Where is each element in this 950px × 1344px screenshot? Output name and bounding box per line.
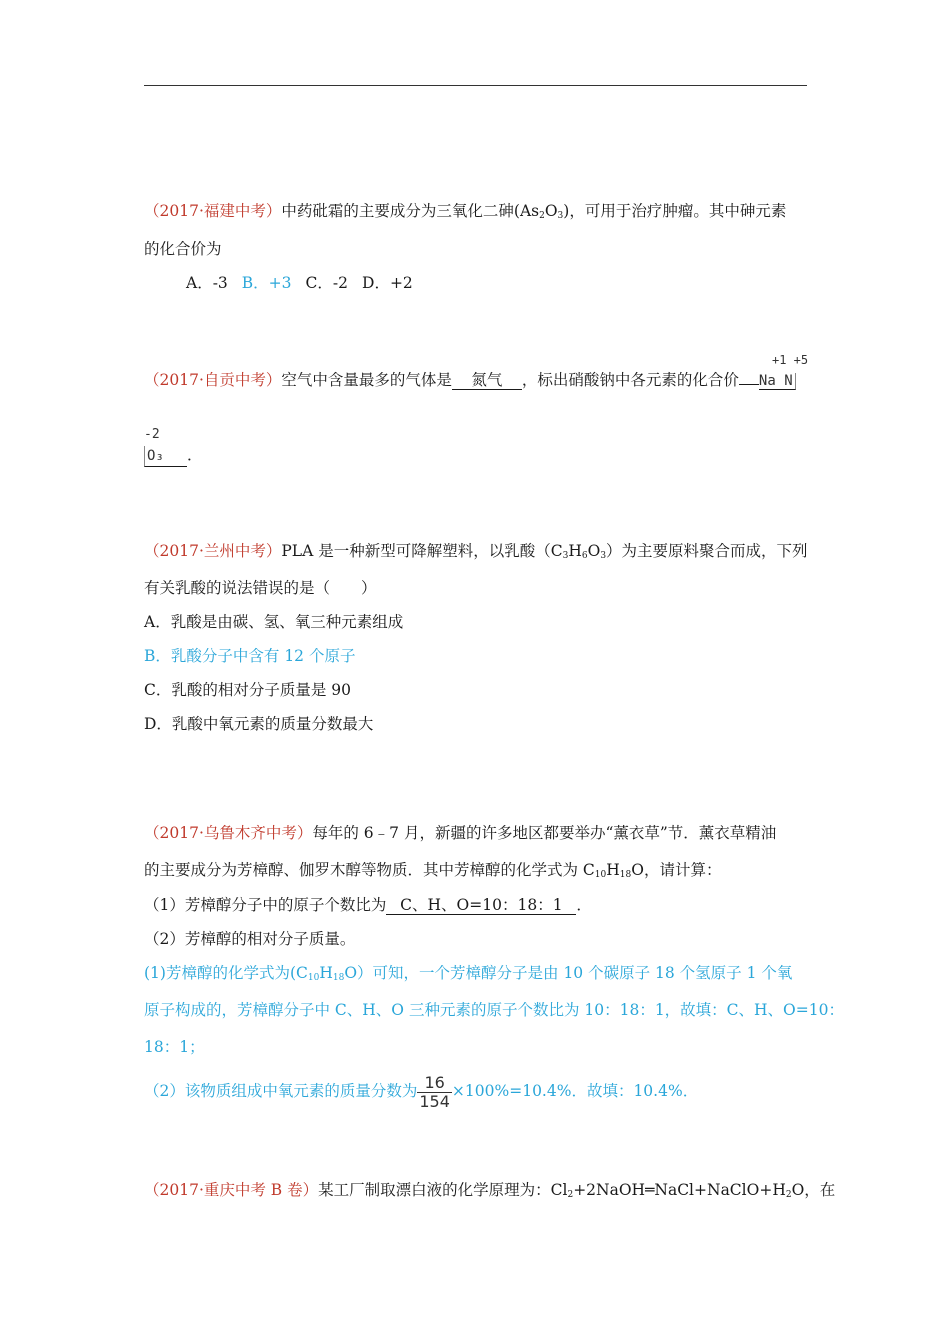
q4-part-1-blank: C、H、O=10：18：1 <box>386 896 576 915</box>
q5-line-1 <box>144 1180 835 1200</box>
q5-sub-cl: 2 <box>567 1190 574 1200</box>
q1-stem-a: 中药砒霜的主要成分为三氧化二砷( <box>281 202 520 220</box>
q4-answer-2 <box>144 1068 698 1114</box>
q1-formula-as-sub: 2 <box>539 211 545 221</box>
q3-line-1 <box>144 541 808 561</box>
q4-ans1-sub-c: 10 <box>307 973 320 983</box>
q2-na-n-symbol: Na N <box>759 373 796 390</box>
q4-source: （2017·乌鲁木齐中考） <box>144 824 313 842</box>
q3-option-d[interactable]: D．乳酸中氧元素的质量分数最大 <box>144 715 374 733</box>
q5-sub-h: 2 <box>785 1190 792 1200</box>
q4-sub-h: 18 <box>619 870 632 880</box>
q2-blank-1: 氮气 <box>452 371 522 390</box>
q2-source: （2017·自贡中考） <box>144 371 282 389</box>
q4-fraction <box>417 1074 452 1111</box>
q4-ans1-h: H <box>319 964 333 982</box>
q4-ans2-b: ×100%=10.4%．故填：10.4%． <box>451 1082 699 1100</box>
q2-end: ． <box>187 446 203 464</box>
q2-valence-o: -2 <box>144 427 160 442</box>
q4-fraction-numerator: 16 <box>424 1072 445 1092</box>
q4-answer-1-line-3: 18：1； <box>144 1038 205 1056</box>
q5-stem-a: 某工厂制取漂白液的化学原理为：Cl <box>318 1181 568 1199</box>
q4-ans2-a: （2）该物质组成中氧元素的质量分数为 <box>144 1082 418 1100</box>
q3-source: （2017·兰州中考） <box>144 542 282 560</box>
header-rule <box>144 85 807 86</box>
q3-sub-h: 6 <box>581 551 588 561</box>
q1-option-d[interactable]: D．+2 <box>362 274 413 292</box>
q3-stem-a: PLA 是一种新型可降解塑料，以乳酸（C <box>281 542 563 560</box>
q4-answer-1-line-2: 原子构成的，芳樟醇分子中 C、H、O 三种元素的原子个数比为 10：18：1，故填：C、H、O=10： <box>144 1001 844 1019</box>
q5-stem-c: O，在 <box>791 1181 836 1199</box>
q3-sub-o: 3 <box>600 551 607 561</box>
q3-stem-b: ）为主要原料聚合而成，下列 <box>606 542 808 560</box>
q4-stem-a: 每年的 6﹣7 月，新疆的许多地区都要举办“薰衣草”节．薰衣草精油 <box>312 824 777 842</box>
q1-option-b[interactable]: B．+3 <box>241 274 292 292</box>
q2-line-2 <box>144 445 203 467</box>
q2-blank-2-lead <box>739 384 759 385</box>
q4-ans1-b: O）可知，一个芳樟醇分子是由 10 个碳原子 18 个氢原子 1 个氧 <box>344 964 793 982</box>
q1-formula-as: As <box>519 202 540 220</box>
q3-option-a[interactable]: A．乳酸是由碳、氢、氧三种元素组成 <box>144 613 404 631</box>
q4-answer-1-line-1 <box>144 963 792 983</box>
q4-part-1-end: ． <box>576 896 592 914</box>
q1-formula-o: O <box>544 202 558 220</box>
q5-stem-b: +2NaOH═NaCl+NaClO+H <box>573 1181 786 1199</box>
q2-valence-top: +1 +5 <box>772 353 809 367</box>
q4-sub-c: 10 <box>594 870 607 880</box>
q3-h: H <box>568 542 582 560</box>
q4-line-1 <box>144 823 776 843</box>
q2-o3-symbol: O₃ <box>144 446 187 467</box>
q1-stem-b: )，可用于治疗肿瘤。其中砷元素 <box>563 202 787 220</box>
q1-option-c[interactable]: C．-2 <box>305 274 349 292</box>
q5-source: （2017·重庆中考 B 卷） <box>144 1181 319 1199</box>
q4-part-1 <box>144 895 592 915</box>
q4-stem-b: 的主要成分为芳樟醇、伽罗木醇等物质．其中芳樟醇的化学式为 C <box>144 861 595 879</box>
q4-stem-b2: O，请计算： <box>631 861 722 879</box>
q1-line-1 <box>144 201 786 221</box>
q1-stem-c: 的化合价为 <box>144 240 222 258</box>
q1-options <box>186 273 427 293</box>
q4-ans1-sub-h: 18 <box>332 973 345 983</box>
q4-ans1-a: (1)芳樟醇的化学式为(C <box>144 964 308 982</box>
q3-option-b[interactable]: B．乳酸分子中含有 12 个原子 <box>144 647 356 665</box>
q4-part-1-text: （1）芳樟醇分子中的原子个数比为 <box>144 896 387 914</box>
q3-option-c[interactable]: C．乳酸的相对分子质量是 90 <box>144 681 352 699</box>
q4-part-2: （2）芳樟醇的相对分子质量。 <box>144 930 356 948</box>
q4-line-2 <box>144 860 721 880</box>
q1-formula-o-sub: 3 <box>557 211 564 221</box>
q4-fraction-denominator: 154 <box>419 1091 450 1111</box>
q1-option-a[interactable]: A．-3 <box>186 274 228 292</box>
q2-stem-a: 空气中含量最多的气体是 <box>281 371 452 389</box>
q4-h: H <box>606 861 620 879</box>
q3-line-2: 有关乳酸的说法错误的是（ ） <box>144 579 377 597</box>
q1-source: （2017·福建中考） <box>144 202 282 220</box>
q2-line-1 <box>144 370 796 391</box>
q3-sub-c: 3 <box>562 551 569 561</box>
q3-o: O <box>587 542 601 560</box>
q2-stem-b: ，标出硝酸钠中各元素的化合价 <box>521 371 739 389</box>
q1-line-2 <box>144 239 222 259</box>
